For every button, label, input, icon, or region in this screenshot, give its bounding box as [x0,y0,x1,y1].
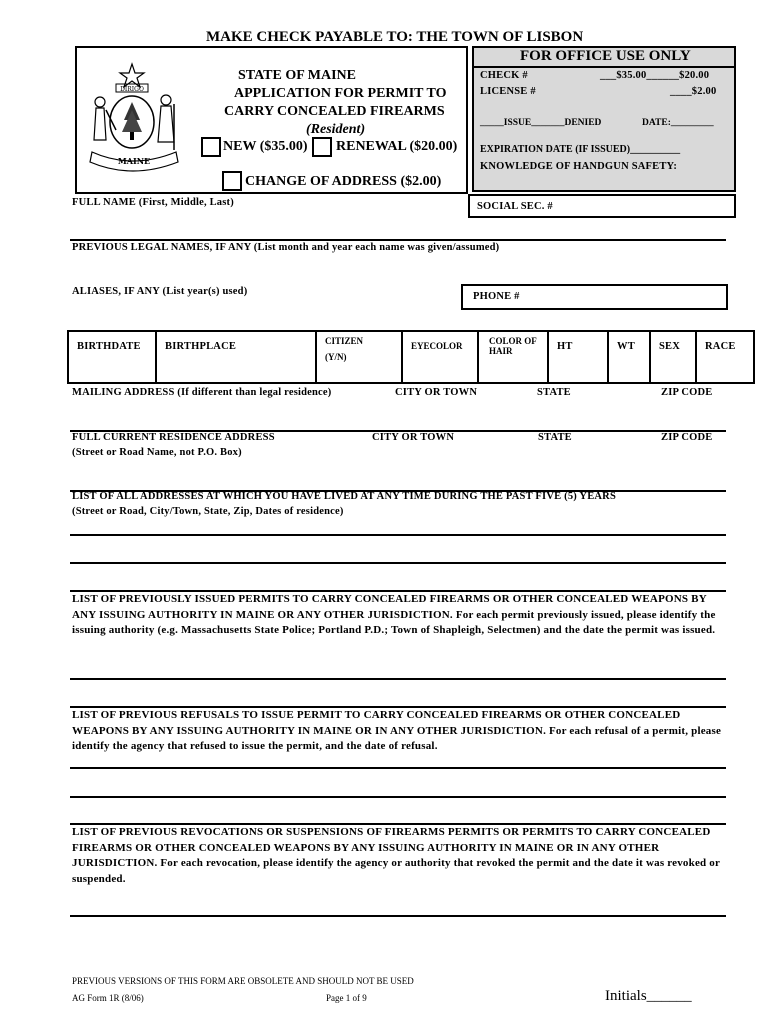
mailing-address-label: MAILING ADDRESS (If different than legal residence) [72,387,332,398]
fee-35-20: ___$35.00______$20.00 [600,70,710,81]
renewal-label: RENEWAL ($20.00) [336,139,458,154]
race-header: RACE [705,341,736,352]
change-of-address-label: CHANGE OF ADDRESS ($2.00) [245,174,442,189]
height-header: HT [557,341,573,352]
residence-label: FULL CURRENT RESIDENCE ADDRESS [72,432,275,443]
birthdate-cell[interactable] [69,332,157,382]
aliases-label: ALIASES, IF ANY (List year(s) used) [72,286,248,297]
permits-entry-line[interactable] [70,678,726,680]
eyecolor-cell[interactable] [403,332,479,382]
weight-cell[interactable] [609,332,651,382]
citizen-header: CITIZEN [325,336,364,346]
hair-header: COLOR OF [489,336,537,346]
office-divider [472,66,736,68]
personal-info-table [67,330,755,384]
expiration-date-line: EXPIRATION DATE (IF ISSUED)__________ [480,144,681,155]
residence-sublabel: (Street or Road Name, not P.O. Box) [72,447,242,458]
revocations-instructions: LIST OF PREVIOUS REVOCATIONS OR SUSPENSIONS OF FIREARMS PERMITS OR PERMITS TO CARRY CONCEALED FIREARMS OR OTHER CONCEALED WEAPONS BY ANY ISSUING AUTHORITY IN MAINE OR IN ANY OTHER JURISDICTION. For each revocation, please identify the agency or authority that revoked the permit and the date it was revoked or suspended. [72,826,720,885]
seal-ribbon-text: MAINE [117,156,151,166]
revocations-entry-line[interactable] [70,915,726,917]
issue-denied-line: _____ISSUE_______DENIED [480,118,602,128]
obsolete-notice: PREVIOUS VERSIONS OF THIS FORM ARE OBSOLETE AND SHOULD NOT BE USED [72,976,414,986]
license-number-label: LICENSE # [480,86,536,97]
refusals-entry-line-1[interactable] [70,767,726,769]
previous-names-label: PREVIOUS LEGAL NAMES, IF ANY (List month and year each name was given/assumed) [72,242,500,253]
birthplace-header: BIRTHPLACE [165,341,237,352]
page-number: Page 1 of 9 [326,993,367,1003]
race-cell[interactable] [697,332,753,382]
full-name-label: FULL NAME (First, Middle, Last) [72,197,234,208]
sex-cell[interactable] [651,332,697,382]
check-number-label: CHECK # [480,70,528,81]
refusals-entry-line-2[interactable] [70,796,726,798]
residence-city-label: CITY OR TOWN [372,432,455,443]
social-security-label: SOCIAL SEC. # [477,201,553,212]
application-title-line2: CARRY CONCEALED FIREARMS [224,104,445,119]
state-title: STATE OF MAINE [238,68,356,83]
office-date-line: DATE:_________ [642,118,714,128]
eyecolor-header: EYECOLOR [411,341,463,351]
addresses-entry-line-2[interactable] [70,562,726,564]
office-use-title: FOR OFFICE USE ONLY [520,48,691,64]
permits-instructions: LIST OF PREVIOUSLY ISSUED PERMITS TO CARRY CONCEALED FIREARMS OR OTHER CONCEALED WEAPONS BY ANY ISSUING AUTHORITY IN MAINE OR ANY OTHER JURISDICTION. For each permit previously issued, please identify the issuing authority (e.g. Massachusetts State Police; Portland P.D.; Town of Shapleigh, Selectmen) and the date the permit was issued. [72,593,716,636]
citizen-subheader: (Y/N) [325,352,347,362]
seal-banner-text: DIRIGO [120,86,144,93]
fee-2: ____$2.00 [670,86,717,97]
phone-label: PHONE # [473,291,520,302]
height-cell[interactable] [549,332,609,382]
birthplace-cell[interactable] [157,332,317,382]
form-id: AG Form 1R (8/06) [72,993,144,1003]
residence-state-label: STATE [538,432,572,443]
application-title-line1: APPLICATION FOR PERMIT TO [234,86,447,101]
hair-cell[interactable] [479,332,549,382]
addresses-sublabel: (Street or Road, City/Town, State, Zip, Dates of residence) [72,506,344,517]
mailing-zip-label: ZIP CODE [661,387,713,398]
addresses-title: LIST OF ALL ADDRESSES AT WHICH YOU HAVE LIVED AT ANY TIME DURING THE PAST FIVE (5) YEARS [72,491,617,502]
residence-zip-label: ZIP CODE [661,432,713,443]
change-of-address-checkbox[interactable] [222,171,242,191]
new-checkbox[interactable] [201,137,221,157]
birthdate-header: BIRTHDATE [77,341,141,352]
mailing-state-label: STATE [537,387,571,398]
hair-subheader: HAIR [489,346,513,356]
new-label: NEW ($35.00) [223,139,308,154]
handgun-safety-label: KNOWLEDGE OF HANDGUN SAFETY: [480,161,678,172]
initials-field[interactable]: Initials______ [605,988,692,1004]
payable-heading: MAKE CHECK PAYABLE TO: THE TOWN OF LISBON [206,29,584,45]
refusals-instructions: LIST OF PREVIOUS REFUSALS TO ISSUE PERMIT TO CARRY CONCEALED FIREARMS OR OTHER CONCEALED WEAPONS BY ANY ISSUING AUTHORITY IN MAINE OR IN ANY OTHER JURISDICTION. For each refusal of a permit, please identify the agency that refused to issue the permit, and the date of refusal. [72,709,722,752]
weight-header: WT [617,341,635,352]
rule-previous-names [70,239,726,241]
addresses-entry-line-1[interactable] [70,534,726,536]
resident-label: (Resident) [306,122,366,137]
citizen-cell[interactable] [317,332,403,382]
sex-header: SEX [659,341,681,352]
renewal-checkbox[interactable] [312,137,332,157]
mailing-city-label: CITY OR TOWN [395,387,478,398]
maine-seal-icon [86,60,186,180]
